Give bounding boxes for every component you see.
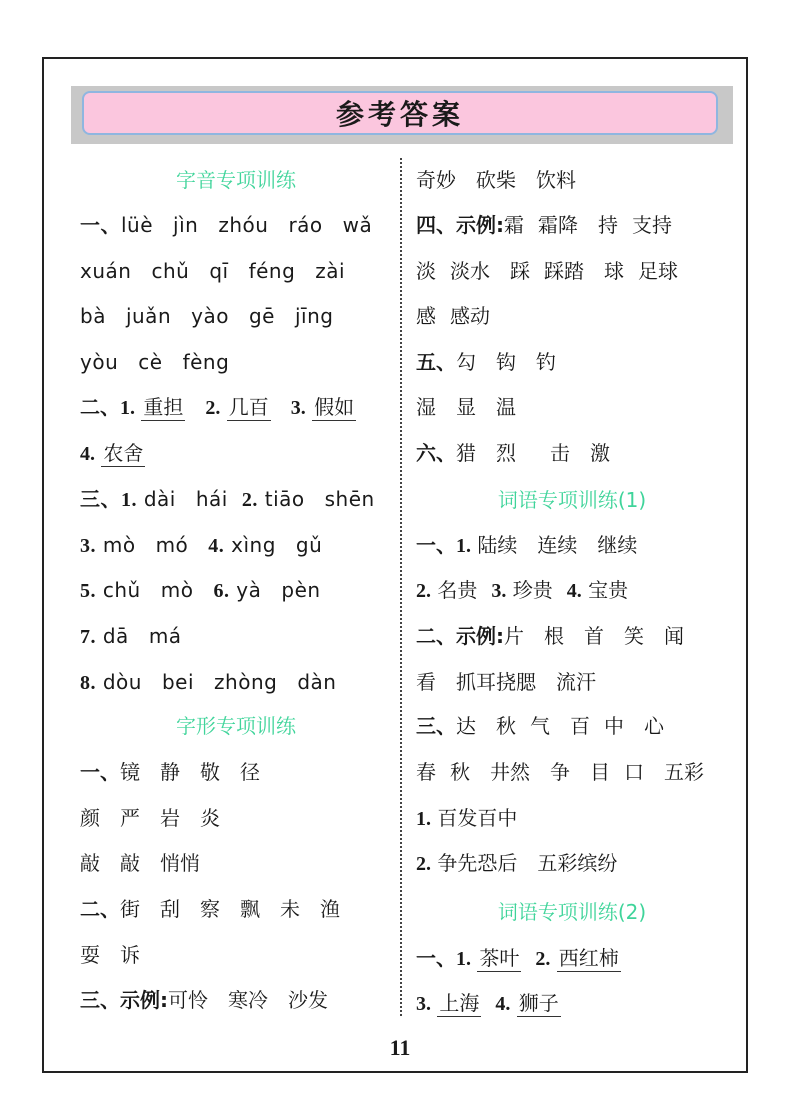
section-heading-ci-yu-1: 词语专项训练(1): [497, 488, 647, 512]
page-number: 11: [389, 1035, 411, 1060]
page-title: 参考答案: [335, 98, 464, 131]
section-heading-zi-yin: 字音专项训练: [176, 168, 296, 192]
answer-row: 一、lüè jìn zhóu ráo wǎ: [80, 213, 373, 237]
answer-row: 春 秋 井然 争 目 口 五彩: [416, 760, 704, 784]
answer-row: yòu cè fèng: [80, 350, 230, 374]
answer-row: 湿 显 温: [416, 395, 516, 419]
answer-row: 二、1. 重担 2. 几百 3. 假如: [80, 395, 355, 419]
answer-row: 3. mò mó 4. xìng gǔ: [80, 533, 323, 557]
answer-row: 8. dòu bei zhòng dàn: [80, 670, 337, 694]
answer-row: 2. 争先恐后 五彩缤纷: [416, 851, 618, 875]
title-banner: [82, 91, 718, 135]
answer-row: 1. 百发百中: [416, 806, 518, 830]
answer-row: 耍 诉: [80, 943, 140, 967]
answer-row: 颜 严 岩 炎: [80, 806, 220, 830]
answer-row: 5. chǔ mò 6. yà pèn: [80, 578, 321, 602]
answer-row: 二、示例:片 根 首 笑 闻: [416, 624, 684, 648]
answer-row: 4. 农舍: [80, 441, 144, 465]
answer-row: 三、1. dài hái 2. tiāo shēn: [80, 487, 375, 511]
answer-row: 一、镜 静 敬 径: [80, 760, 260, 784]
answer-row: xuán chǔ qī féng zài: [80, 259, 346, 283]
answer-row: 二、街 刮 察 飘 未 渔: [80, 897, 340, 921]
column-divider: [400, 158, 402, 1016]
answer-row: 一、1. 茶叶 2. 西红柿: [416, 946, 619, 970]
answer-row: 四、示例:霜 霜降 持 支持: [416, 213, 672, 237]
answer-row: 淡 淡水 踩 踩踏 球 足球: [416, 259, 678, 283]
answer-row: 敲 敲 悄悄: [80, 851, 200, 875]
answer-row: 奇妙 砍柴 饮料: [416, 168, 576, 192]
section-heading-zi-xing: 字形专项训练: [176, 714, 296, 738]
answer-row: 感 感动: [416, 304, 490, 328]
answer-row: 一、1. 陆续 连续 继续: [416, 533, 638, 557]
answer-row: 五、勾 钩 钓: [416, 350, 556, 374]
answer-row: bà juǎn yào gē jīng: [80, 304, 334, 328]
answer-row: 三、达 秋 气 百 中 心: [416, 714, 664, 738]
answer-row: 3. 上海 4. 狮子: [416, 991, 559, 1015]
answer-row: 六、猎 烈 击 激: [416, 441, 610, 465]
section-heading-ci-yu-2: 词语专项训练(2): [497, 900, 647, 924]
answer-row: 看 抓耳挠腮 流汗: [416, 670, 596, 694]
answer-row: 7. dā má: [80, 624, 182, 648]
answer-row: 三、示例:可怜 寒冷 沙发: [80, 988, 328, 1012]
answer-row: 2. 名贵 3. 珍贵 4. 宝贵: [416, 578, 629, 602]
